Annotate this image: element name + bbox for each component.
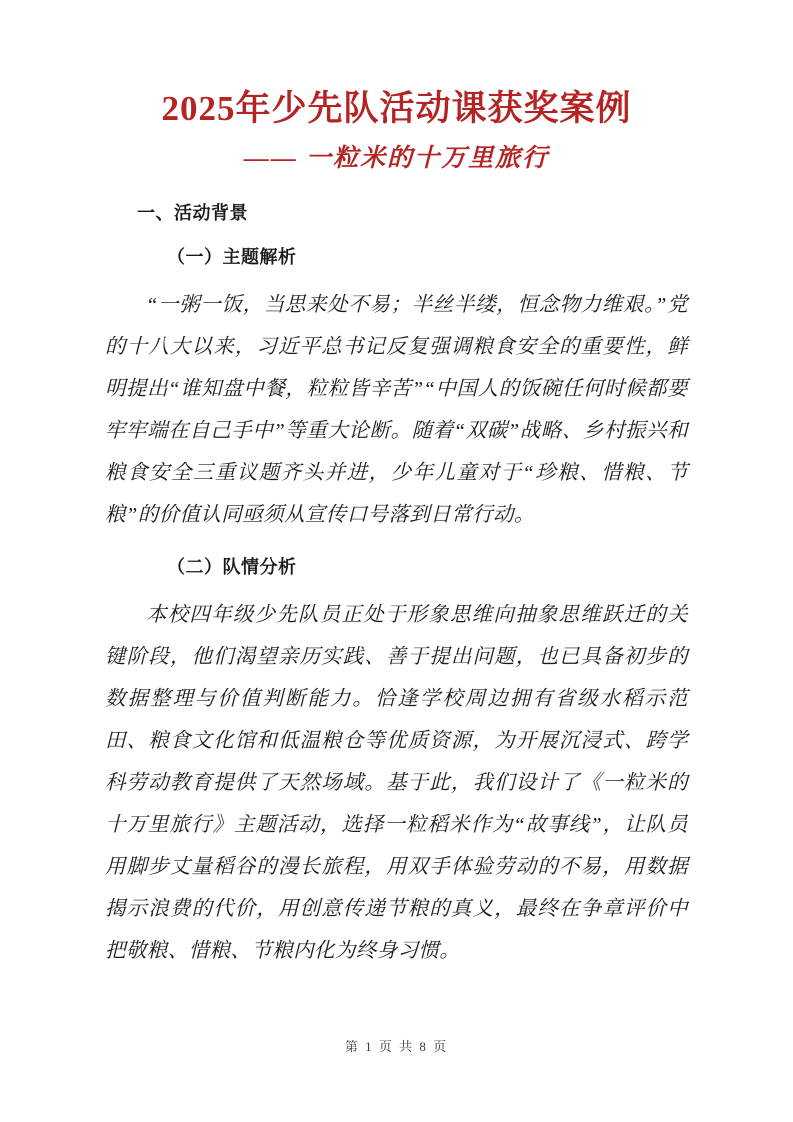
subsection-heading-1-1: （一）主题解析 xyxy=(167,247,297,267)
spacer xyxy=(105,275,688,284)
spacer xyxy=(105,536,688,550)
spacer xyxy=(105,231,688,240)
paragraph-1-1-1: “一粥一饭，当思来处不易；半丝半缕，恒念物力维艰。”党的十八大以来，习近平总书记反复强调粮食安全的重要性，鲜明提出“谁知盘中餐，粒粒皆辛苦”“中国人的饭碗任何时候都要牢牢端在自己手中”等重大论断。随着“双碳”战略、乡村振兴和粮食安全三重议题齐头并进，少年儿童对于“珍粮、惜粮、节粮”的价值认同亟须从宣传口号落到日常行动。 xyxy=(105,294,688,526)
page-number-label: 第 1 页 共 8 页 xyxy=(344,1039,449,1054)
page-subtitle: —— 一粒米的十万里旅行 xyxy=(243,145,550,172)
page-title: 2025年少先队活动课获奖案例 xyxy=(161,89,632,128)
subsection-heading-1-2: （二）队情分析 xyxy=(167,557,297,577)
document-body xyxy=(0,196,793,972)
title-block xyxy=(0,0,793,176)
paragraph-1-2-1: 本校四年级少先队员正处于形象思维向抽象思维跃迁的关键阶段，他们渴望亲历实践、善于提出问题，也已具备初步的数据整理与价值判断能力。恰逢学校周边拥有省级水稻示范田、粮食文化馆和低温粮仓等优质资源，为开展沉浸式、跨学科劳动教育提供了天然场域。基于此，我们设计了《一粒米的十万里旅行》主题活动，选择一粒稻米作为“故事线”，让队员用脚步丈量稻谷的漫长旅程，用双手体验劳动的不易，用数据揭示浪费的代价，用创意传递节粮的真义，最终在争章评价中把敬粮、惜粮、节粮内化为终身习惯。 xyxy=(105,604,688,962)
section-heading-1: 一、活动背景 xyxy=(137,203,248,223)
spacer xyxy=(105,585,688,594)
page-footer xyxy=(0,1036,793,1056)
